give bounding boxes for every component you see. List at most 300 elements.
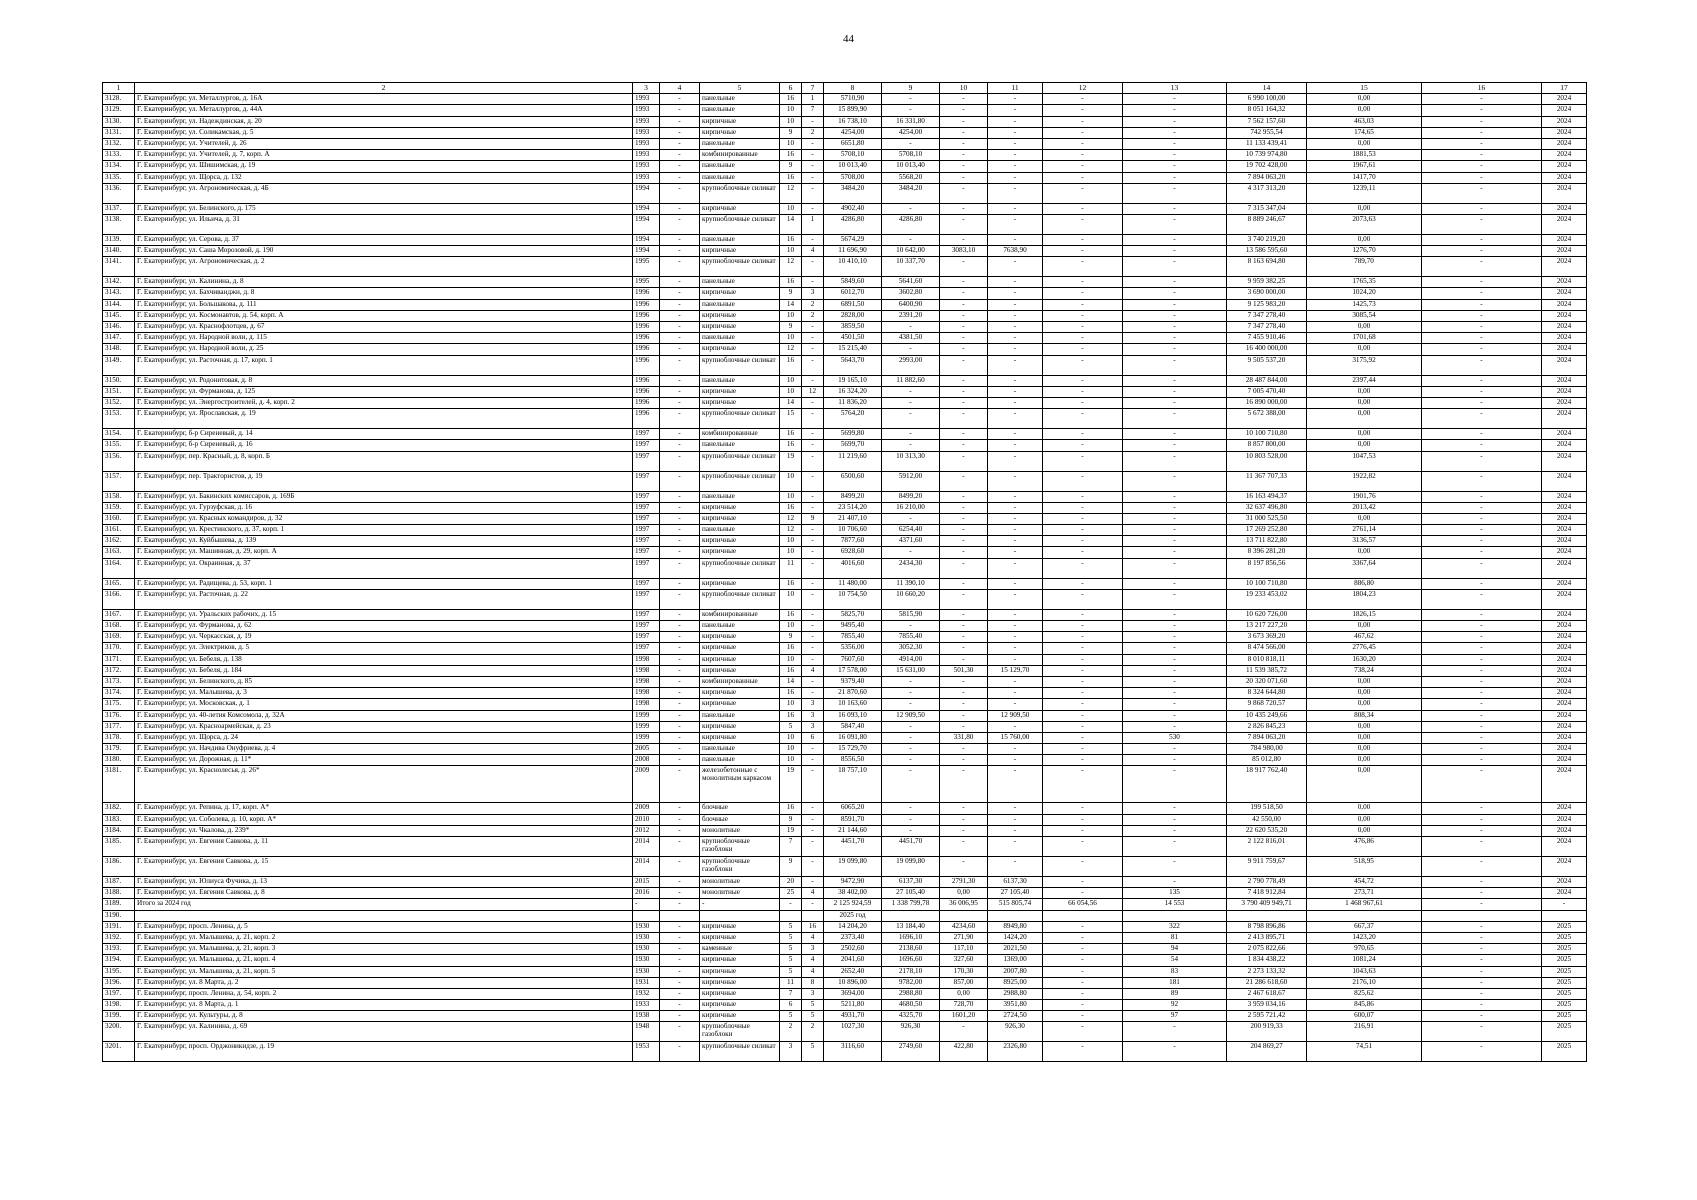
cell-entrances: -	[802, 825, 824, 836]
table-row	[103, 183, 1587, 203]
cell-wall-material: кирпичные	[700, 344, 780, 355]
cell-cost-per-sqm: 476,86	[1307, 837, 1422, 857]
cell-address: Г. Екатеринбург, б-р Сиреневый, д. 14	[135, 429, 633, 440]
cell-floors: 16	[780, 502, 802, 513]
cell-year-built: 1993	[633, 127, 660, 138]
cell-year-built: 1953	[633, 1042, 660, 1062]
cell-planned-year: 2024	[1542, 536, 1587, 547]
cell-apartments-area: -	[988, 94, 1043, 105]
cell-total-area: 5699,80	[824, 429, 882, 440]
table-row	[103, 1042, 1587, 1062]
cell-address: Г. Екатеринбург, ул. Родонитовая, д. 8	[135, 375, 633, 386]
cell-wall-material: кирпичные	[700, 116, 780, 127]
cell-total-cost: 9 911 759,67	[1227, 857, 1307, 877]
cell-apartments-area: -	[988, 409, 1043, 429]
header-cell-column-16: 16	[1422, 83, 1542, 94]
cell-floors: 12	[780, 513, 802, 524]
cell-column-16: -	[1422, 944, 1542, 955]
cell-cost-per-sqm: 2776,45	[1307, 643, 1422, 654]
cell-column-16: -	[1422, 977, 1542, 988]
cell-total-cost: 2 467 618,67	[1227, 988, 1307, 999]
cell-year-commissioned: -	[660, 988, 700, 999]
cell-non-living-area: -	[940, 632, 988, 643]
cell-year-built: 1996	[633, 355, 660, 375]
cell-cost-per-sqm: 1043,63	[1307, 966, 1422, 977]
cell-column-16: -	[1422, 288, 1542, 299]
cell-apartments-area: 6137,30	[988, 877, 1043, 888]
cell-year-built: 1996	[633, 397, 660, 408]
cell-address: Г. Екатеринбург, ул. Ильича, д. 31	[135, 214, 633, 234]
cell-floors: 10	[780, 386, 802, 397]
cell-row-number: 3175.	[103, 699, 135, 710]
cell-total-area: 5708,00	[824, 172, 882, 183]
cell-entrances: -	[802, 491, 824, 502]
cell-year-built: 2016	[633, 888, 660, 899]
cell-row-number: 3184.	[103, 825, 135, 836]
cell-cost-per-sqm: 600,07	[1307, 1011, 1422, 1022]
cell-cost-per-sqm: 1047,53	[1307, 451, 1422, 471]
cell-apartments-area: -	[988, 161, 1043, 172]
cell-planned-year: 2024	[1542, 310, 1587, 321]
cell-non-living-area: 1601,20	[940, 1011, 988, 1022]
cell-row-number: 3195.	[103, 966, 135, 977]
cell-address: Г. Екатеринбург, ул. Учителей, д. 26	[135, 138, 633, 149]
cell-residents: -	[1123, 621, 1227, 632]
table-row	[103, 375, 1587, 386]
cell-total-area: 23 514,20	[824, 502, 882, 513]
cell-residents: -	[1123, 491, 1227, 502]
cell-total-cost: 8 798 896,86	[1227, 921, 1307, 932]
cell-floors: 5	[780, 966, 802, 977]
cell-other-area: -	[1043, 344, 1123, 355]
cell-living-area: 5708,10	[882, 150, 940, 161]
cell-column-16: -	[1422, 299, 1542, 310]
cell-other-area: -	[1043, 451, 1123, 471]
cell-total-cost: 8 010 818,11	[1227, 654, 1307, 665]
table-row	[103, 932, 1587, 943]
cell-total-area: 10 410,10	[824, 257, 882, 277]
cell-total-area: 10 163,60	[824, 699, 882, 710]
cell-total-cost: 16 163 494,37	[1227, 491, 1307, 502]
cell-column-16: -	[1422, 513, 1542, 524]
cell-entrances: -	[802, 899, 824, 910]
cell-living-area: 2993,00	[882, 355, 940, 375]
cell-entrances: -	[802, 744, 824, 755]
cell-column-16: -	[1422, 451, 1542, 471]
cell-year-commissioned: -	[660, 105, 700, 116]
cell-other-area: -	[1043, 721, 1123, 732]
cell-column-16: -	[1422, 1042, 1542, 1062]
cell-entrances: 6	[802, 732, 824, 743]
cell-row-number: 3163.	[103, 547, 135, 558]
cell-non-living-area: -	[940, 744, 988, 755]
cell-living-area: -	[882, 676, 940, 687]
cell-apartments-area: 2326,80	[988, 1042, 1043, 1062]
cell-planned-year: 2024	[1542, 105, 1587, 116]
cell-address: Г. Екатеринбург, ул. Фурманова, д. 125	[135, 386, 633, 397]
cell-year-built: 1996	[633, 310, 660, 321]
cell-year-commissioned: -	[660, 161, 700, 172]
cell-floors: 5	[780, 932, 802, 943]
cell-entrances: -	[802, 654, 824, 665]
cell-row-number: 3179.	[103, 744, 135, 755]
cell-cost-per-sqm: 667,37	[1307, 921, 1422, 932]
cell-cost-per-sqm: 3367,64	[1307, 558, 1422, 578]
cell-cost-per-sqm: 273,71	[1307, 888, 1422, 899]
cell-living-area: 2988,80	[882, 988, 940, 999]
cell-living-area: 4254,00	[882, 127, 940, 138]
table-row	[103, 172, 1587, 183]
cell-entrances: -	[802, 632, 824, 643]
cell-total-cost: 31 000 525,50	[1227, 513, 1307, 524]
cell-address: Г. Екатеринбург, ул. 8 Марта, д. 1	[135, 1000, 633, 1011]
cell-residents: 94	[1123, 944, 1227, 955]
cell-wall-material: панельные	[700, 375, 780, 386]
cell-non-living-area: -	[940, 451, 988, 471]
cell-year-built: 2008	[633, 755, 660, 766]
cell-total-area: 3116,60	[824, 1042, 882, 1062]
cell-address: Г. Екатеринбург, ул. Народной воли, д. 25	[135, 344, 633, 355]
cell-residents: -	[1123, 502, 1227, 513]
cell-entrances: -	[802, 322, 824, 333]
cell-residents: -	[1123, 578, 1227, 589]
cell-planned-year: 2024	[1542, 732, 1587, 743]
cell-living-area: 11 390,10	[882, 578, 940, 589]
cell-apartments-area: -	[988, 632, 1043, 643]
cell-row-number: 3130.	[103, 116, 135, 127]
cell-cost-per-sqm: 0,00	[1307, 803, 1422, 814]
cell-non-living-area: -	[940, 322, 988, 333]
table-row	[103, 440, 1587, 451]
cell-year-commissioned: -	[660, 944, 700, 955]
cell-address: Г. Екатеринбург, ул. Евгения Савкова, д. 15	[135, 857, 633, 877]
cell-year-commissioned: -	[660, 150, 700, 161]
cell-column-16: -	[1422, 654, 1542, 665]
cell-cost-per-sqm: 518,95	[1307, 857, 1422, 877]
header-cell-cost-per-sqm: 15	[1307, 83, 1422, 94]
cell-floors: 16	[780, 688, 802, 699]
cell-total-cost: 10 435 249,66	[1227, 710, 1307, 721]
cell-entrances: -	[802, 150, 824, 161]
cell-planned-year: 2024	[1542, 322, 1587, 333]
cell-wall-material: крупноблочные силикат	[700, 1042, 780, 1062]
cell-total-area: 11 219,60	[824, 451, 882, 471]
cell-living-area: 13 184,40	[882, 921, 940, 932]
cell-other-area: -	[1043, 977, 1123, 988]
cell-row-number: 3151.	[103, 386, 135, 397]
cell-wall-material: кирпичные	[700, 699, 780, 710]
cell-planned-year: 2024	[1542, 386, 1587, 397]
cell-total-area: 7855,40	[824, 632, 882, 643]
cell-column-16: -	[1422, 234, 1542, 245]
cell-address: Г. Екатеринбург, пер. Красный, д. 8, корп. Б	[135, 451, 633, 471]
cell-row-number: 3192.	[103, 932, 135, 943]
cell-column-16: -	[1422, 1000, 1542, 1011]
cell-total-area: 21 144,60	[824, 825, 882, 836]
cell-wall-material: панельные	[700, 755, 780, 766]
cell-planned-year: 2024	[1542, 688, 1587, 699]
cell-total-area: 5847,40	[824, 721, 882, 732]
cell-address: Г. Екатеринбург, ул. Серова, д. 37	[135, 234, 633, 245]
cell-address: Г. Екатеринбург, ул. Калинина, д. 69	[135, 1022, 633, 1042]
cell-floors: 12	[780, 344, 802, 355]
cell-residents: -	[1123, 161, 1227, 172]
table-row	[103, 877, 1587, 888]
table-row	[103, 710, 1587, 721]
cell-planned-year: 2024	[1542, 409, 1587, 429]
cell-cost-per-sqm: 0,00	[1307, 688, 1422, 699]
cell-planned-year: 2024	[1542, 288, 1587, 299]
cell-floors: 10	[780, 246, 802, 257]
cell-year-built: 2015	[633, 877, 660, 888]
cell-residents: -	[1123, 525, 1227, 536]
cell-planned-year: 2024	[1542, 471, 1587, 491]
cell-year-commissioned: -	[660, 676, 700, 687]
table-row	[103, 299, 1587, 310]
cell-total-area: 2 125 924,59	[824, 899, 882, 910]
cell-year-built	[633, 910, 660, 921]
cell-year-built: 1996	[633, 386, 660, 397]
cell-floors: 16	[780, 150, 802, 161]
cell-residents: -	[1123, 710, 1227, 721]
cell-column-16: -	[1422, 589, 1542, 609]
cell-year-built: 1994	[633, 214, 660, 234]
cell-cost-per-sqm: 0,00	[1307, 234, 1422, 245]
cell-non-living-area: -	[940, 138, 988, 149]
cell-living-area: 3484,20	[882, 183, 940, 203]
cell-planned-year: 2024	[1542, 234, 1587, 245]
cell-row-number: 3147.	[103, 333, 135, 344]
cell-year-commissioned: -	[660, 451, 700, 471]
cell-row-number: 3165.	[103, 578, 135, 589]
cell-non-living-area: -	[940, 344, 988, 355]
table-row	[103, 246, 1587, 257]
cell-total-area: 3694,00	[824, 988, 882, 999]
cell-planned-year: 2025	[1542, 1011, 1587, 1022]
cell-year-commissioned: -	[660, 857, 700, 877]
cell-total-cost: 3 959 034,16	[1227, 1000, 1307, 1011]
cell-total-cost: 8 197 856,56	[1227, 558, 1307, 578]
cell-total-cost: 28 487 844,00	[1227, 375, 1307, 386]
cell-apartments-area: -	[988, 621, 1043, 632]
cell-column-16: -	[1422, 471, 1542, 491]
cell-year-built: 1997	[633, 451, 660, 471]
cell-wall-material: монолитные	[700, 888, 780, 899]
cell-entrances: 4	[802, 955, 824, 966]
cell-total-area: 4286,80	[824, 214, 882, 234]
cell-cost-per-sqm: 1901,76	[1307, 491, 1422, 502]
cell-living-area: 4680,50	[882, 1000, 940, 1011]
table-row	[103, 944, 1587, 955]
cell-apartments-area: -	[988, 578, 1043, 589]
cell-total-cost: 4 317 313,20	[1227, 183, 1307, 203]
cell-cost-per-sqm: 886,80	[1307, 578, 1422, 589]
cell-planned-year: 2024	[1542, 766, 1587, 803]
cell-column-16: -	[1422, 665, 1542, 676]
cell-cost-per-sqm: 1881,53	[1307, 150, 1422, 161]
cell-planned-year: 2024	[1542, 525, 1587, 536]
cell-non-living-area: -	[940, 621, 988, 632]
cell-entrances: 3	[802, 988, 824, 999]
table-row	[103, 921, 1587, 932]
cell-residents: -	[1123, 288, 1227, 299]
cell-entrances: -	[802, 429, 824, 440]
table-row	[103, 744, 1587, 755]
table-row	[103, 955, 1587, 966]
cell-cost-per-sqm: 970,65	[1307, 944, 1422, 955]
cell-entrances: -	[802, 857, 824, 877]
cell-row-number: 3188.	[103, 888, 135, 899]
cell-total-area: 5849,60	[824, 277, 882, 288]
cell-address: Г. Екатеринбург, ул. Соликамская, д. 5	[135, 127, 633, 138]
cell-address: Г. Екатеринбург, ул. Черкасская, д. 19	[135, 632, 633, 643]
cell-cost-per-sqm: 2397,44	[1307, 375, 1422, 386]
cell-total-cost: 8 324 644,80	[1227, 688, 1307, 699]
cell-entrances: -	[802, 525, 824, 536]
cell-living-area: 2138,60	[882, 944, 940, 955]
table-row	[103, 513, 1587, 524]
cell-residents: -	[1123, 397, 1227, 408]
table-row	[103, 755, 1587, 766]
cell-wall-material: кирпичные	[700, 632, 780, 643]
cell-row-number: 3149.	[103, 355, 135, 375]
cell-living-area: 7855,40	[882, 632, 940, 643]
cell-total-cost: 2 122 816,01	[1227, 837, 1307, 857]
cell-other-area: -	[1043, 1000, 1123, 1011]
cell-living-area: 5912,00	[882, 471, 940, 491]
table-row	[103, 977, 1587, 988]
cell-year-commissioned: -	[660, 955, 700, 966]
cell-row-number: 3167.	[103, 609, 135, 620]
cell-total-area: 2041,60	[824, 955, 882, 966]
cell-total-area: 4016,60	[824, 558, 882, 578]
table-row	[103, 609, 1587, 620]
cell-address: Г. Екатеринбург, ул. Расточная, д. 17, корп. 1	[135, 355, 633, 375]
cell-residents: -	[1123, 513, 1227, 524]
cell-entrances: -	[802, 355, 824, 375]
cell-non-living-area: -	[940, 471, 988, 491]
cell-cost-per-sqm: 1081,24	[1307, 955, 1422, 966]
cell-column-16: -	[1422, 397, 1542, 408]
table-row	[103, 536, 1587, 547]
cell-other-area: -	[1043, 214, 1123, 234]
cell-entrances: 7	[802, 105, 824, 116]
cell-wall-material: крупноблочные силикат	[700, 257, 780, 277]
cell-year-built: 1995	[633, 257, 660, 277]
cell-wall-material: кирпичные	[700, 1011, 780, 1022]
cell-year-built: 1996	[633, 333, 660, 344]
cell-wall-material: монолитные	[700, 877, 780, 888]
cell-column-16: -	[1422, 837, 1542, 857]
cell-entrances: 2	[802, 299, 824, 310]
cell-year-built: 1998	[633, 665, 660, 676]
cell-total-area: 17 578,00	[824, 665, 882, 676]
cell-wall-material: крупноблочные силикат	[700, 451, 780, 471]
cell-year-commissioned: -	[660, 116, 700, 127]
cell-other-area: -	[1043, 491, 1123, 502]
cell-row-number: 3154.	[103, 429, 135, 440]
cell-year-built: 1996	[633, 299, 660, 310]
table-row	[103, 344, 1587, 355]
cell-apartments-area: -	[988, 183, 1043, 203]
cell-non-living-area: -	[940, 94, 988, 105]
cell-year-built: 1930	[633, 921, 660, 932]
cell-address: Г. Екатеринбург, ул. Белинского, д. 85	[135, 676, 633, 687]
cell-entrances: -	[802, 589, 824, 609]
cell-total-cost: 16 400 000,00	[1227, 344, 1307, 355]
cell-apartments-area: -	[988, 257, 1043, 277]
cell-floors: 10	[780, 491, 802, 502]
cell-year-commissioned: -	[660, 525, 700, 536]
cell-planned-year: 2024	[1542, 491, 1587, 502]
cell-wall-material: блочные	[700, 803, 780, 814]
cell-non-living-area: -	[940, 578, 988, 589]
cell-row-number: 3140.	[103, 246, 135, 257]
cell-total-cost: 32 637 496,80	[1227, 502, 1307, 513]
cell-total-cost: 9 125 983,20	[1227, 299, 1307, 310]
cell-total-area: 16 093,10	[824, 710, 882, 721]
cell-non-living-area: -	[940, 355, 988, 375]
cell-year-commissioned: -	[660, 234, 700, 245]
cell-row-number: 3196.	[103, 977, 135, 988]
cell-non-living-area: -	[940, 116, 988, 127]
cell-cost-per-sqm: 0,00	[1307, 138, 1422, 149]
cell-apartments-area: -	[988, 525, 1043, 536]
cell-year-commissioned: -	[660, 344, 700, 355]
cell-total-cost: 10 100 710,80	[1227, 429, 1307, 440]
cell-apartments-area: -	[988, 558, 1043, 578]
cell-address: Г. Екатеринбург, ул. Соболева, д. 10, корп. А*	[135, 814, 633, 825]
cell-year-commissioned: -	[660, 94, 700, 105]
cell-non-living-area: -	[940, 558, 988, 578]
table-row	[103, 451, 1587, 471]
cell-other-area: -	[1043, 609, 1123, 620]
cell-cost-per-sqm: 1239,11	[1307, 183, 1422, 203]
cell-residents: -	[1123, 116, 1227, 127]
cell-floors: 5	[780, 955, 802, 966]
cell-wall-material: кирпичные	[700, 547, 780, 558]
cell-living-area: -	[882, 94, 940, 105]
table-row	[103, 632, 1587, 643]
cell-wall-material: комбинированные	[700, 676, 780, 687]
table-row	[103, 1011, 1587, 1022]
cell-column-16: -	[1422, 699, 1542, 710]
cell-other-area: -	[1043, 246, 1123, 257]
cell-entrances: -	[802, 397, 824, 408]
cell-address	[135, 910, 633, 921]
header-cell-apartments-area: 11	[988, 83, 1043, 94]
cell-row-number: 3148.	[103, 344, 135, 355]
cell-floors: 16	[780, 94, 802, 105]
cell-cost-per-sqm: 0,00	[1307, 386, 1422, 397]
cell-row-number: 3135.	[103, 172, 135, 183]
cell-column-16: -	[1422, 344, 1542, 355]
cell-other-area: -	[1043, 386, 1123, 397]
cell-total-cost: 2 826 845,23	[1227, 721, 1307, 732]
cell-total-cost: 11 367 707,33	[1227, 471, 1307, 491]
table-row	[103, 288, 1587, 299]
cell-row-number: 3201.	[103, 1042, 135, 1062]
cell-apartments-area: -	[988, 536, 1043, 547]
cell-entrances: -	[802, 536, 824, 547]
cell-planned-year: 2024	[1542, 257, 1587, 277]
cell-year-commissioned: -	[660, 825, 700, 836]
cell-other-area: -	[1043, 525, 1123, 536]
cell-total-cost: 2 075 822,66	[1227, 944, 1307, 955]
cell-floors: 10	[780, 654, 802, 665]
cell-total-area: 4451,70	[824, 837, 882, 857]
cell-row-number: 3157.	[103, 471, 135, 491]
